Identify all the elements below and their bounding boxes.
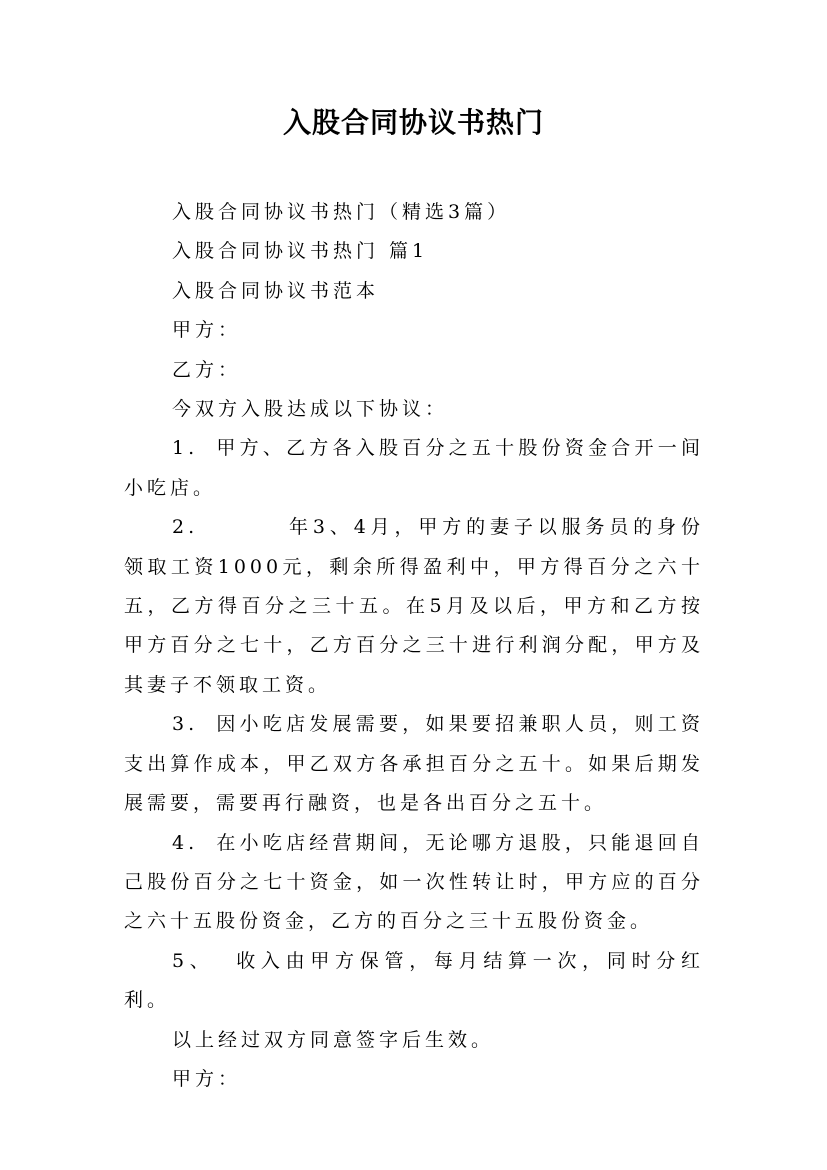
clause-3-text: 因小吃店发展需要，如果要招兼职人员，则工资支出算作成本，甲乙双方各承担百分之五十。如果后期发展需要，需要再行融资，也是各出百分之五十。 [124,713,704,815]
party-a-label: 甲方： [172,319,242,342]
clause-1-text: 甲方、乙方各入股百分之五十股份资金合开一间小吃店。 [124,437,704,499]
clause-4 [124,824,704,942]
clause-4-number: 4. [172,831,199,854]
clause-2-text: 年3、4月，甲方的妻子以服务员的身份领取工资1000元，剩余所得盈利中，甲方得百分之六十五，乙方得百分之三十五。在5月及以后，甲方和乙方按甲方百分之七十，乙方百分之三十进行利润分配，甲方及其妻子不领取工资。 [124,516,704,696]
section-heading: 入股合同协议书热门 篇1 [172,240,429,263]
clause-4-text: 在小吃店经营期间，无论哪方退股，只能退回自己股份百分之七十资金，如一次性转让时，甲方应的百分之六十五股份资金，乙方的百分之三十五股份资金。 [124,831,704,933]
clause-1 [124,429,704,508]
document-body [124,193,704,1099]
template-name: 入股合同协议书范本 [172,279,380,302]
clause-5-number: 5、 [172,949,215,972]
clause-1-number: 1. [172,437,199,460]
effect-statement: 以上经过双方同意签字后生效。 [172,1028,495,1051]
clause-2-number: 2. [172,516,199,539]
clause-3 [124,705,704,823]
agreement-intro: 今双方入股达成以下协议： [172,398,449,421]
document-title: 入股合同协议书热门 [282,106,544,139]
clause-2 [124,508,704,705]
signature-party-a: 甲方： [172,1067,242,1090]
clause-3-number: 3. [172,713,199,736]
clause-5 [124,942,704,1021]
subtitle-line: 入股合同协议书热门（精选3篇） [172,201,511,223]
clause-5-text: 收入由甲方保管，每月结算一次，同时分红利。 [124,949,704,1012]
party-b-label: 乙方： [172,358,242,381]
